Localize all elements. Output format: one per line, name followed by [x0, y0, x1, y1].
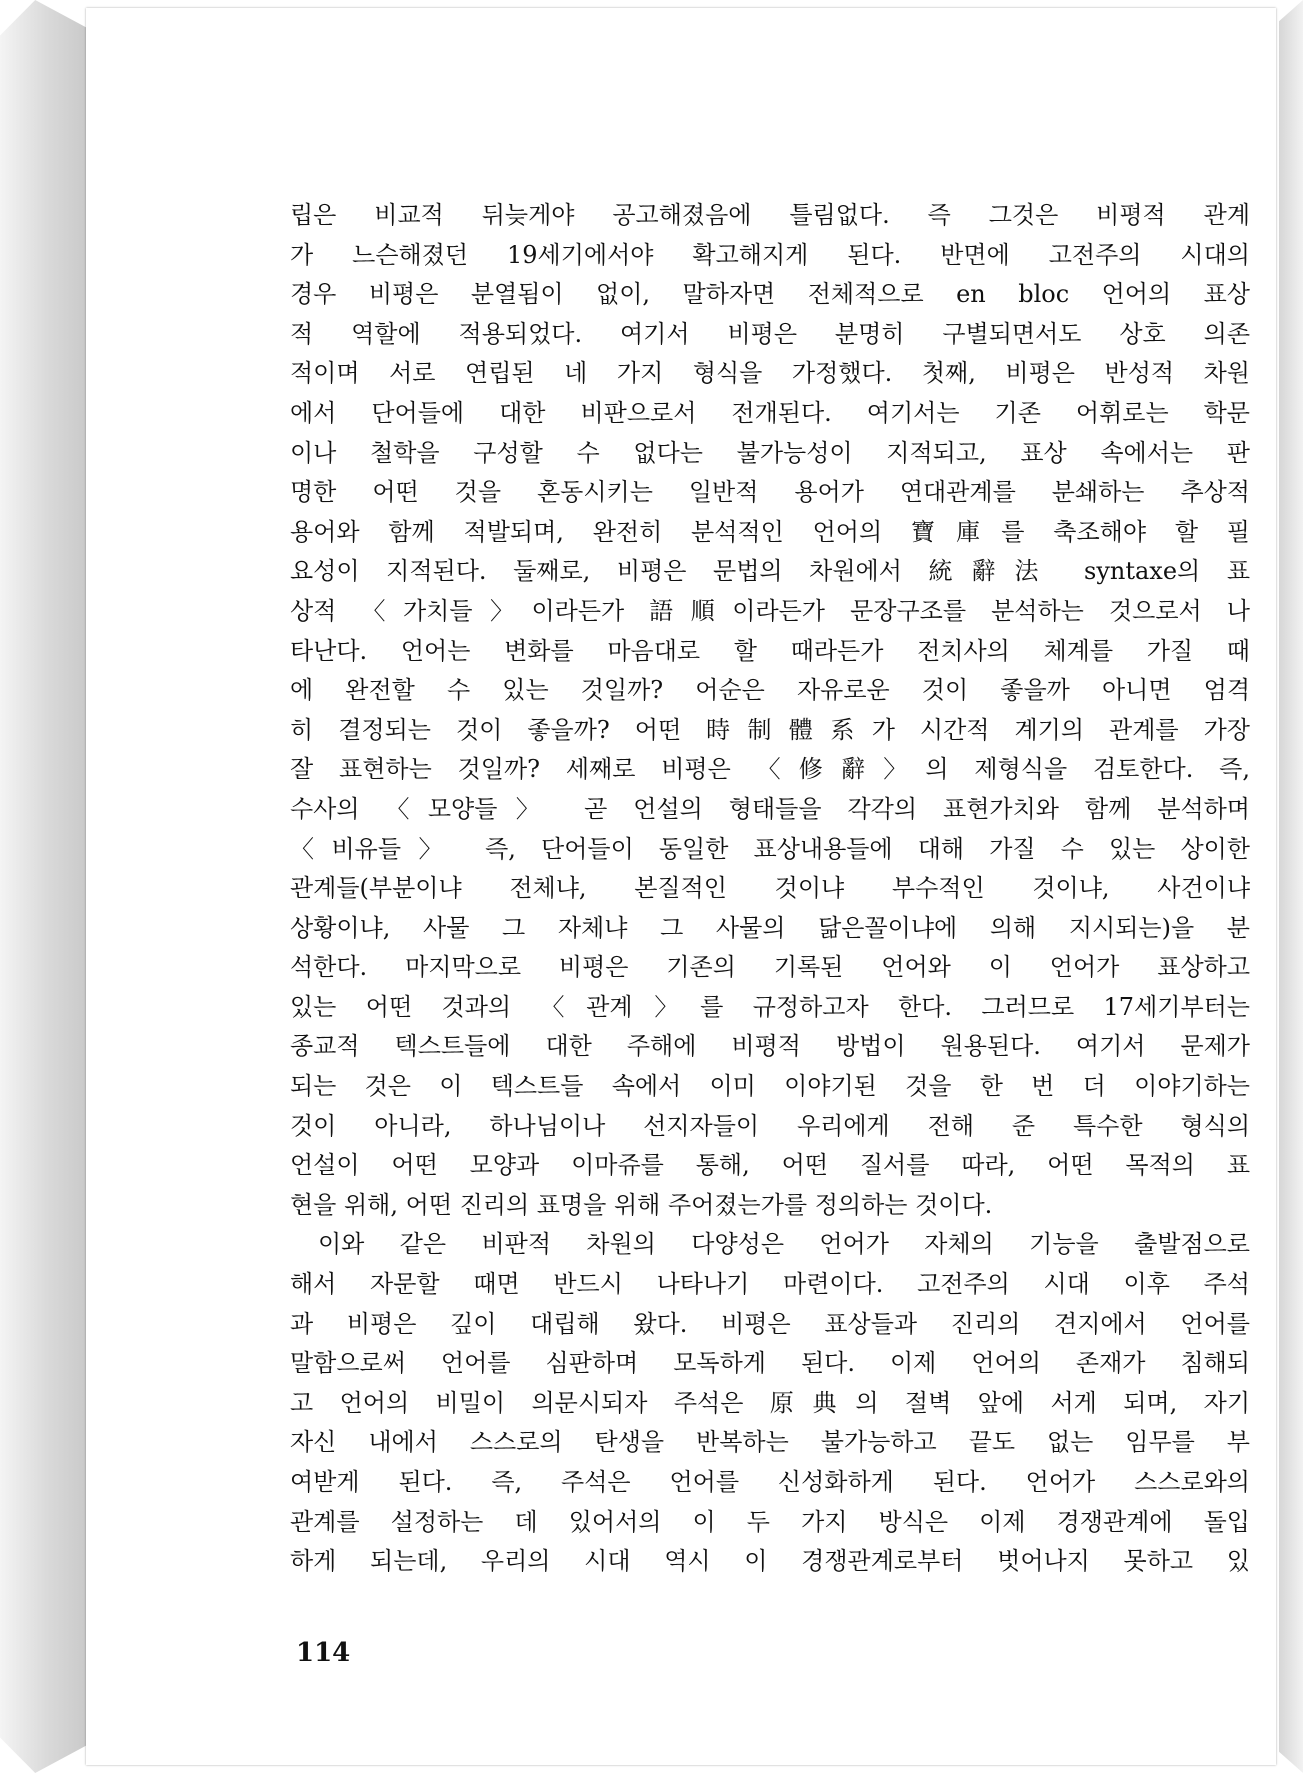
- text-line: 하게 되는데, 우리의 시대 역시 이 경쟁관계로부터 벗어나지 못하고 있: [290, 1547, 1250, 1576]
- text-line: 적이며 서로 연립된 네 가지 형식을 가정했다. 첫째, 비평은 반성적 차원: [290, 359, 1250, 388]
- text-line: 언설이 어떤 모양과 이마쥬를 통해, 어떤 질서를 따라, 어떤 목적의 표: [290, 1151, 1250, 1180]
- text-line: 고 언어의 비밀이 의문시되자 주석은 原典의 절벽 앞에 서게 되며, 자기: [290, 1388, 1250, 1417]
- text-line: 경우 비평은 분열됨이 없이, 말하자면 전체적으로 en bloc 언어의 표상: [290, 280, 1250, 309]
- book-page: [86, 8, 1276, 1765]
- text-line: 가 느슨해졌던 19세기에서야 확고해지게 된다. 반면에 고전주의 시대의: [290, 240, 1250, 269]
- text-line: 용어와 함께 적발되며, 완전히 분석적인 언어의 寶庫를 축조해야 할 필: [290, 517, 1250, 546]
- paragraph-start-line: 이와 같은 비판적 차원의 다양성은 언어가 자체의 기능을 출발점으로: [318, 1230, 1250, 1259]
- text-line: 관계들(부분이냐 전체냐, 본질적인 것이냐 부수적인 것이냐, 사건이냐: [290, 874, 1250, 903]
- text-line: 히 결정되는 것이 좋을까? 어떤 時制體系가 시간적 계기의 관계를 가장: [290, 715, 1250, 744]
- text-line: 립은 비교적 뒤늦게야 공고해졌음에 틀림없다. 즉 그것은 비평적 관계: [290, 201, 1250, 229]
- text-line: 이나 철학을 구성할 수 없다는 불가능성이 지적되고, 표상 속에서는 판: [290, 438, 1250, 467]
- text-line: 잘 표현하는 것일까? 세째로 비평은 〈修辭〉의 제형식을 검토한다. 즉,: [290, 755, 1250, 784]
- book-right-edge: [1279, 0, 1303, 1773]
- text-line: 적 역할에 적용되었다. 여기서 비평은 분명히 구별되면서도 상호 의존: [290, 319, 1250, 348]
- text-line: 있는 어떤 것과의 〈관계〉를 규정하고자 한다. 그러므로 17세기부터는: [290, 992, 1250, 1021]
- text-line: 종교적 텍스트들에 대한 주해에 비평적 방법이 원용된다. 여기서 문제가: [290, 1032, 1250, 1061]
- page-number: 114: [296, 1638, 351, 1668]
- text-line: 말함으로써 언어를 심판하며 모독하게 된다. 이제 언어의 존재가 침해되: [290, 1349, 1250, 1378]
- paragraph-end-line: 현을 위해, 어떤 진리의 표명을 위해 주어졌는가를 정의하는 것이다.: [290, 1190, 993, 1219]
- text-line: 에서 단어들에 대한 비판으로서 전개된다. 여기서는 기존 어휘로는 학문: [290, 398, 1250, 427]
- text-line: 타난다. 언어는 변화를 마음대로 할 때라든가 전치사의 체계를 가질 때: [290, 636, 1250, 665]
- body-text: [290, 196, 1250, 1582]
- text-line: 석한다. 마지막으로 비평은 기존의 기록된 언어와 이 언어가 표상하고: [290, 953, 1250, 982]
- text-line: 관계를 설정하는 데 있어서의 이 두 가지 방식은 이제 경쟁관계에 돌입: [290, 1507, 1250, 1536]
- text-line: 상적 〈가치들〉이라든가 語順이라든가 문장구조를 분석하는 것으로서 나: [290, 596, 1250, 625]
- book-left-edge: [0, 0, 88, 1773]
- text-line: 되는 것은 이 텍스트들 속에서 이미 이야기된 것을 한 번 더 이야기하는: [290, 1072, 1250, 1101]
- text-line: 에 완전할 수 있는 것일까? 어순은 자유로운 것이 좋을까 아니면 엄격: [290, 676, 1250, 705]
- text-line: 자신 내에서 스스로의 탄생을 반복하는 불가능하고 끝도 없는 임무를 부: [290, 1428, 1250, 1457]
- text-line: 명한 어떤 것을 혼동시키는 일반적 용어가 연대관계를 분쇄하는 추상적: [290, 478, 1250, 507]
- text-line: 수사의 〈모양들〉 곧 언설의 형태들을 각각의 표현가치와 함께 분석하며: [290, 794, 1250, 823]
- text-line: 상황이냐, 사물 그 자체냐 그 사물의 닮은꼴이냐에 의해 지시되는)을 분: [290, 913, 1250, 942]
- text-line: 〈비유들〉 즉, 단어들이 동일한 표상내용들에 대해 가질 수 있는 상이한: [290, 834, 1250, 863]
- text-line: 여받게 된다. 즉, 주석은 언어를 신성화하게 된다. 언어가 스스로와의: [290, 1468, 1250, 1496]
- text-line: 것이 아니라, 하나님이나 선지자들이 우리에게 전해 준 특수한 형식의: [290, 1111, 1250, 1140]
- text-line: 해서 자문할 때면 반드시 나타나기 마련이다. 고전주의 시대 이후 주석: [290, 1270, 1250, 1299]
- text-line: 요성이 지적된다. 둘째로, 비평은 문법의 차원에서 統辭法 syntaxe의 표: [290, 557, 1250, 586]
- text-line: 과 비평은 깊이 대립해 왔다. 비평은 표상들과 진리의 견지에서 언어를: [290, 1309, 1250, 1338]
